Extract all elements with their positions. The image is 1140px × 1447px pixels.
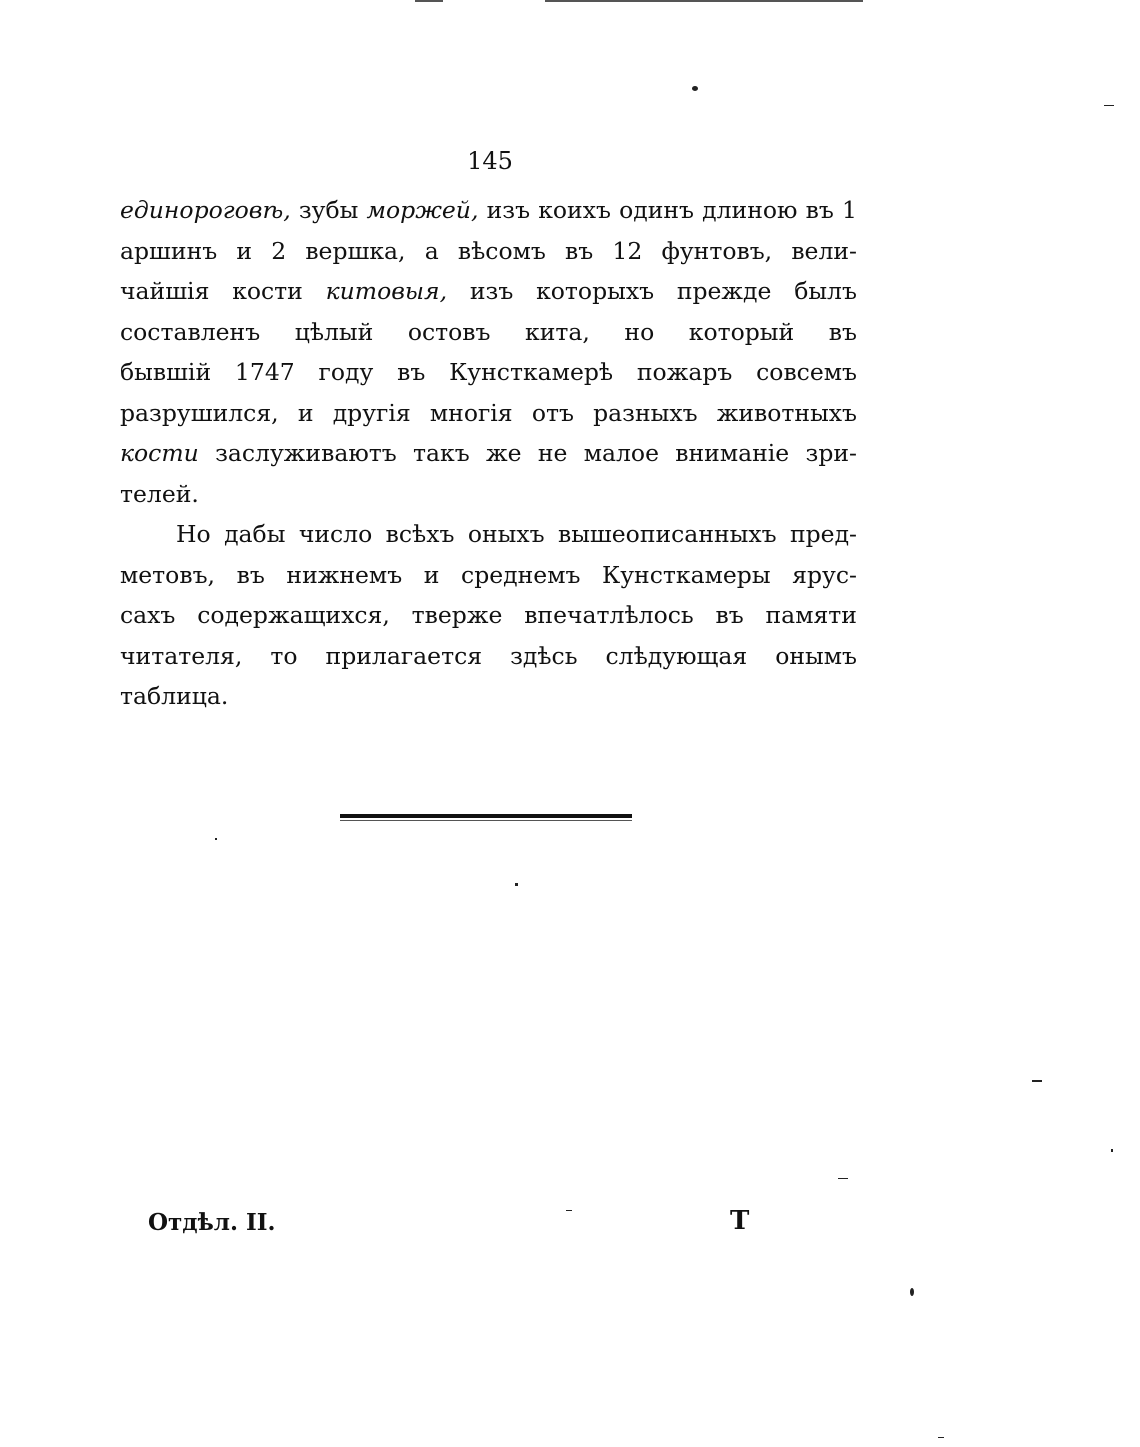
catchword-letter: Т (730, 1206, 750, 1236)
page-number: 145 (467, 147, 513, 175)
text-line: бывшій 1747 году въ Кунсткамерѣ пожаръ совсемъ (120, 358, 857, 386)
signature-mark: Отдѣл. II. (148, 1209, 276, 1236)
scan-edge-mark (545, 0, 863, 2)
scan-speck (1104, 105, 1114, 106)
text-line: разрушился, и другія многія отъ разныхъ животныхъ (120, 398, 857, 427)
scan-speck (515, 883, 518, 886)
scan-speck (838, 1178, 848, 1179)
scan-speck (692, 86, 698, 91)
scan-speck (566, 1210, 572, 1211)
text-line: единороговѣ, зубы моржей, изъ коихъ одинъ длиною въ 1 (120, 196, 857, 224)
scan-speck (938, 1437, 944, 1438)
scan-speck (1111, 1149, 1113, 1152)
scan-speck (1032, 1080, 1042, 1082)
ornament-rule (340, 814, 632, 818)
text-line: Но дабы число всѣхъ оныхъ вышеописанныхъ пред- (176, 520, 857, 548)
body-text (120, 190, 857, 717)
text-line: таблица. (120, 682, 229, 710)
text-line: составленъ цѣлый остовъ кита, но который въ (120, 317, 857, 346)
text-line: аршинъ и 2 вершка, а вѣсомъ въ 12 фунтовъ, вели- (120, 236, 857, 265)
text-line: телей. (120, 479, 199, 508)
scan-edge-mark (415, 0, 443, 2)
scan-speck (215, 838, 217, 840)
text-line: читателя, то прилагается здѣсь слѣдующая онымъ (120, 641, 857, 670)
text-line: чайшія кости китовыя, изъ которыхъ прежде былъ (120, 277, 857, 305)
scan-speck (910, 1288, 914, 1296)
text-line: сахъ содержащихся, тверже впечатлѣлось въ памяти (120, 601, 857, 629)
text-line: кости заслуживаютъ такъ же не малое вниманіе зри- (120, 439, 857, 467)
text-line: метовъ, въ нижнемъ и среднемъ Кунсткамеры ярус- (120, 560, 857, 589)
